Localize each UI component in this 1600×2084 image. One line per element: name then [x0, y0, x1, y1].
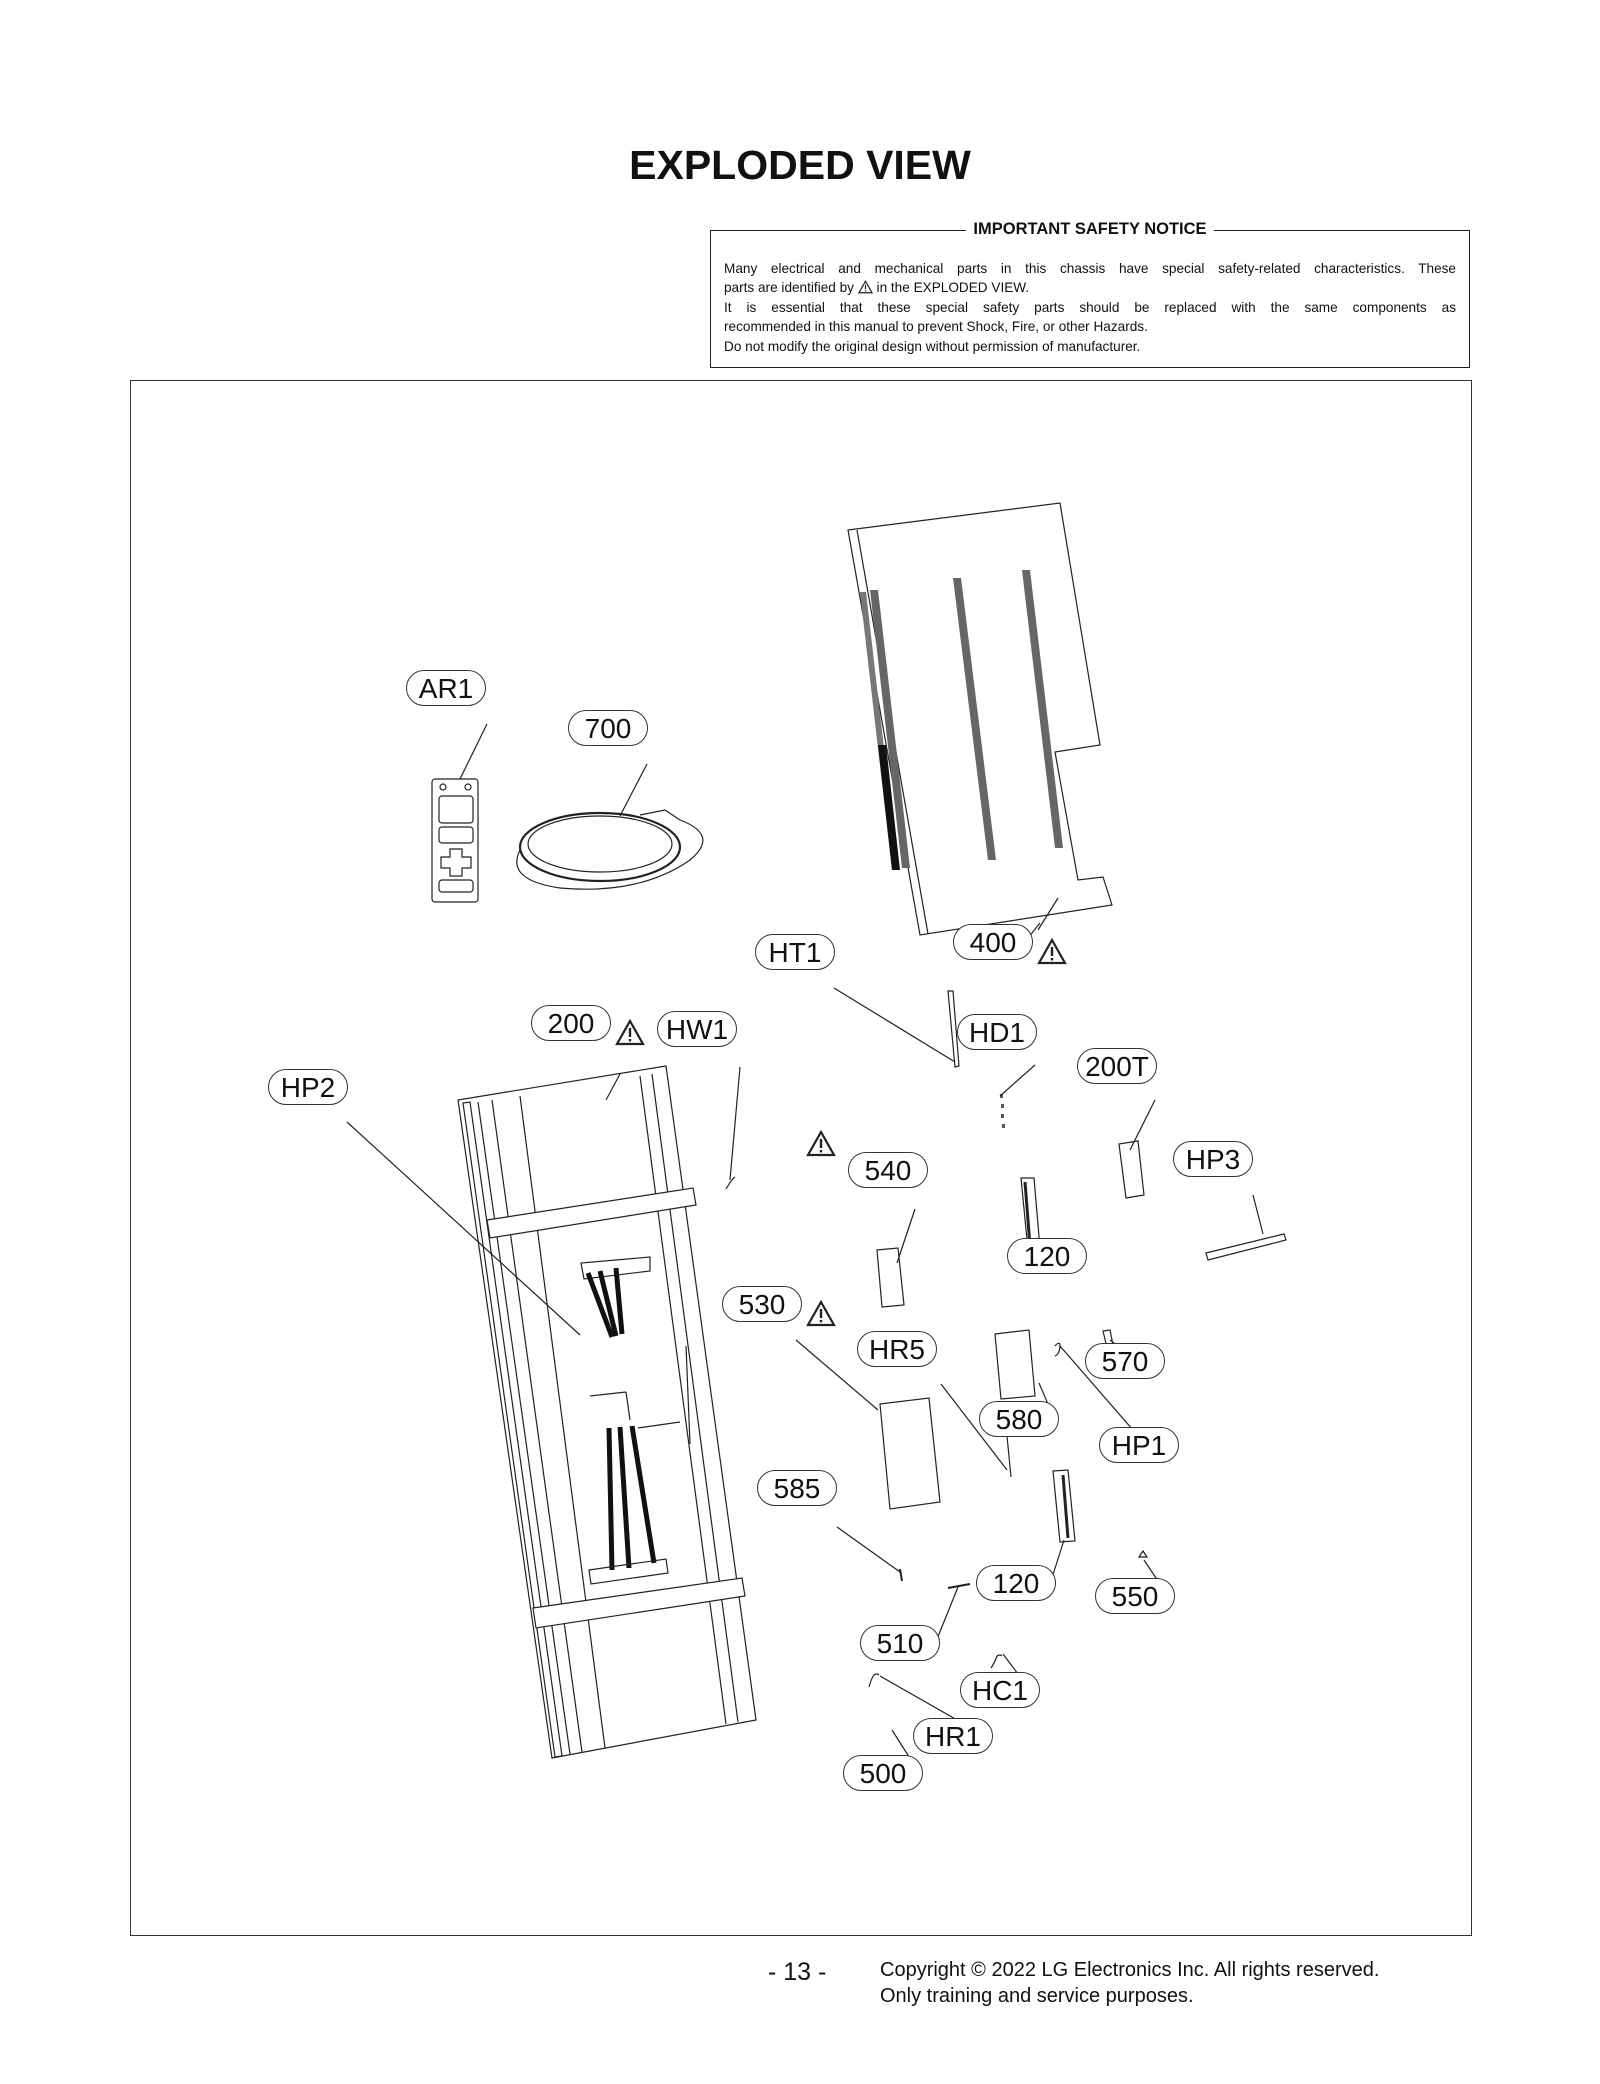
callout-510: 510: [860, 1625, 940, 1661]
warning-triangle-icon: [806, 1300, 836, 1327]
warning-triangle-icon: [1037, 938, 1067, 965]
callout-120: 120: [1007, 1238, 1087, 1274]
callout-700: 700: [568, 710, 648, 746]
notice-line-2: parts are identified by in the EXPLODED VIEW.: [724, 280, 1030, 296]
notice-line-5: Do not modify the original design without permission of manufacturer.: [724, 338, 1141, 354]
callout-570: 570: [1085, 1343, 1165, 1379]
callout-585: 585: [757, 1470, 837, 1506]
callout-120: 120: [976, 1565, 1056, 1601]
callout-hd1: HD1: [957, 1014, 1037, 1050]
callout-400: 400: [953, 924, 1033, 960]
panel-frame-200-drawing: [347, 1066, 756, 1758]
callout-hp1: HP1: [1099, 1427, 1179, 1463]
callout-hr1: HR1: [913, 1718, 993, 1754]
power-cord-700-drawing: [517, 764, 703, 889]
callout-500: 500: [843, 1755, 923, 1791]
copyright: [880, 1957, 1379, 2009]
back-cover-400-drawing: [848, 503, 1112, 948]
notice-line-3: It is essential that these special safety parts should be replaced with the same components as: [724, 299, 1456, 315]
callout-hw1: HW1: [657, 1011, 737, 1047]
callout-hp3: HP3: [1173, 1141, 1253, 1177]
page-number: - 13 -: [768, 1958, 827, 1986]
warning-triangle-icon: [806, 1130, 836, 1157]
callout-ar1: AR1: [406, 670, 486, 706]
callout-ht1: HT1: [755, 934, 835, 970]
callout-540: 540: [848, 1152, 928, 1188]
remote-control-AR1-drawing: [432, 724, 487, 902]
notice-line-1: Many electrical and mechanical parts in this chassis have special safety-related characteristics. These: [724, 261, 1456, 276]
warning-triangle-icon: [615, 1019, 645, 1046]
callout-580: 580: [979, 1401, 1059, 1437]
callout-550: 550: [1095, 1578, 1175, 1614]
notice-line-4: recommended in this manual to prevent Shock, Fire, or other Hazards.: [724, 319, 1148, 335]
callout-530: 530: [722, 1286, 802, 1322]
callout-hc1: HC1: [960, 1672, 1040, 1708]
callout-200: 200: [531, 1005, 611, 1041]
callout-hp2: HP2: [268, 1069, 348, 1105]
callout-200t: 200T: [1077, 1048, 1157, 1084]
copyright-line-2: Only training and service purposes.: [880, 1985, 1194, 2007]
safety-notice-heading: IMPORTANT SAFETY NOTICE: [966, 220, 1213, 238]
callout-hr5: HR5: [857, 1331, 937, 1367]
copyright-line-1: Copyright © 2022 LG Electronics Inc. All rights reserved.: [880, 1959, 1380, 1981]
page-title: EXPLODED VIEW: [629, 142, 971, 188]
